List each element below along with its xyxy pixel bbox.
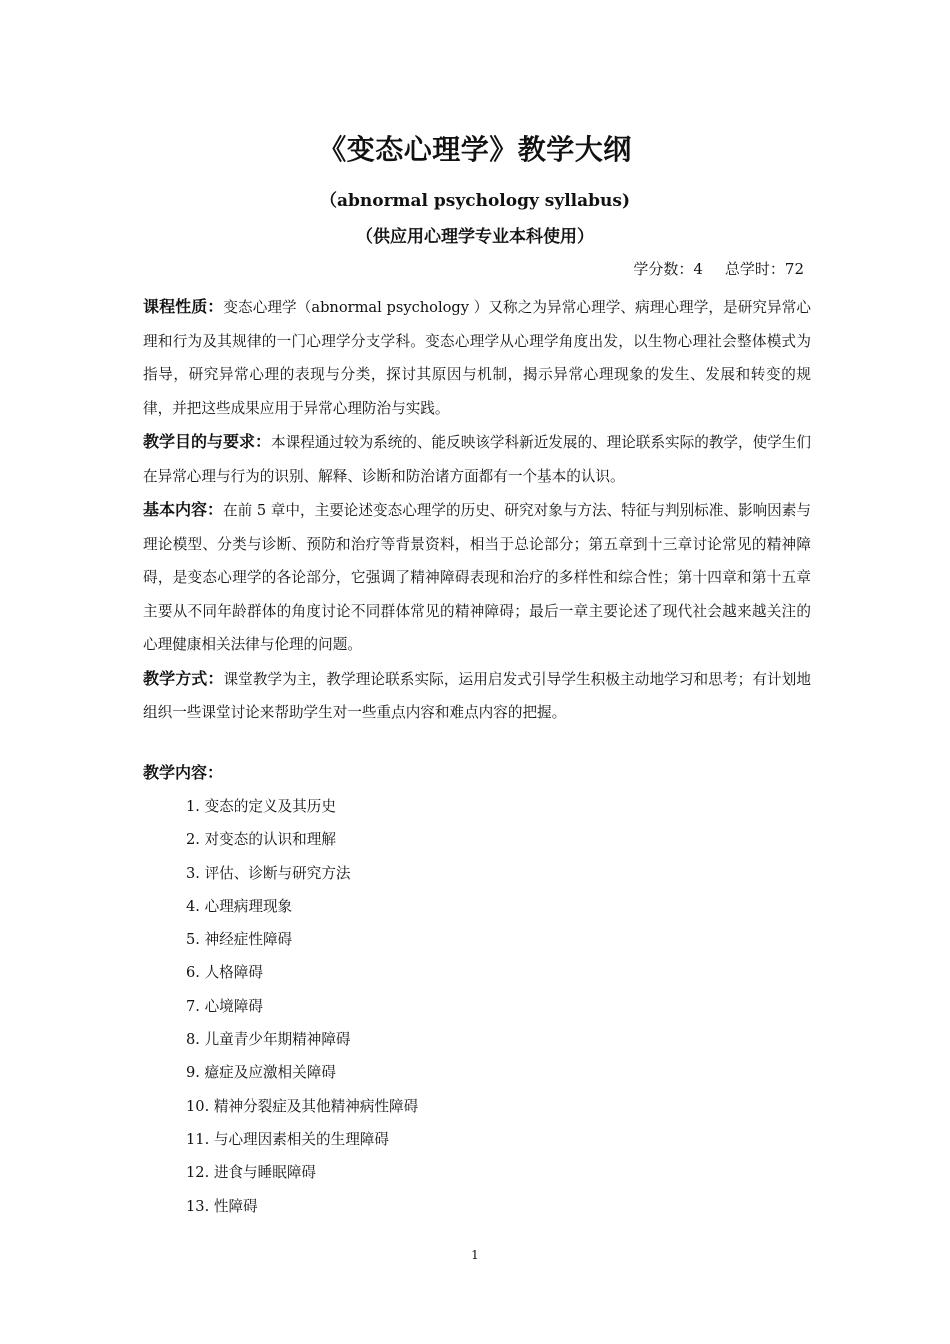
syllabus-body: [143, 290, 811, 730]
audience-subtitle: （供应用心理学专业本科使用）: [356, 227, 594, 247]
contents-item: 1. 变态的定义及其历史: [186, 798, 336, 815]
section-label: 教学方式：: [143, 668, 224, 688]
section-text: 在前 5 章中，主要论述变态心理学的历史、研究对象与方法、特征与判别标准、影响因素与理论模型、分类与诊断、预防和治疗等背景资料，相当于总论部分；第五章到十三章讨论常见的精神障碍，是变态心理学的各论部分，它强调了精神障碍表现和治疗的多样性和综合性；第十四章和第十五章主要从不同年龄群体的角度讨论不同群体常见的精神障碍；最后一章主要论述了现代社会越来越关注的心理健康相关法律与伦理的问题。: [143, 502, 811, 653]
page-number: 1: [471, 1248, 479, 1262]
teaching-goals-paragraph: [143, 425, 811, 493]
teaching-method-paragraph: [143, 662, 811, 730]
contents-item: 11. 与心理因素相关的生理障碍: [186, 1130, 389, 1148]
credit-count: 学分数：4: [633, 260, 703, 278]
contents-item: 8. 儿童青少年期精神障碍: [186, 1031, 351, 1049]
contents-list: [186, 790, 418, 1223]
section-text: 变态心理学（abnormal psychology ）又称之为异常心理学、病理心理学，是研究异常心理和行为及其规律的一门心理学分支学科。变态心理学从心理学角度出发，以生物心理社会整体模式为指导，研究异常心理的表现与分类，探讨其原因与机制，揭示异常心理现象的发生、发展和转变的规律，并把这些成果应用于异常心理防治与实践。: [143, 299, 811, 417]
section-label: 课程性质：: [143, 297, 224, 316]
section-text: 本课程通过较为系统的、能反映该学科新近发展的、理论联系实际的教学，使学生们在异常心理与行为的识别、解释、诊断和防治诸方面都有一个基本的认识。: [143, 434, 811, 485]
contents-item: 7. 心境障碍: [186, 997, 263, 1015]
contents-item: 10. 精神分裂症及其他精神病性障碍: [186, 1097, 419, 1115]
contents-heading: 教学内容：: [143, 763, 224, 782]
contents-item: 4. 心理病理现象: [186, 897, 293, 915]
course-nature-paragraph: [143, 290, 811, 425]
english-subtitle: （abnormal psychology syllabus): [319, 191, 631, 211]
contents-item: 9. 癔症及应激相关障碍: [186, 1064, 336, 1082]
total-hours: 总学时：72: [724, 260, 804, 278]
contents-item: 5. 神经症性障碍: [186, 931, 293, 949]
contents-item: 6. 人格障碍: [186, 964, 263, 982]
contents-item: 3. 评估、诊断与研究方法: [186, 864, 351, 882]
document-title: 《变态心理学》教学大纲: [318, 133, 632, 166]
course-credits-line: [600, 258, 804, 279]
section-label: 教学目的与要求：: [143, 432, 272, 451]
basic-content-paragraph: [143, 493, 811, 662]
section-text: 课堂教学为主，教学理论联系实际，运用启发式引导学生积极主动地学习和思考；有计划地组织一些课堂讨论来帮助学生对一些重点内容和难点内容的把握。: [143, 670, 811, 721]
contents-item: 13. 性障碍: [186, 1197, 258, 1215]
section-label: 基本内容：: [143, 500, 224, 519]
contents-item: 12. 进食与睡眠障碍: [186, 1164, 317, 1182]
contents-item: 2. 对变态的认识和理解: [186, 831, 336, 849]
